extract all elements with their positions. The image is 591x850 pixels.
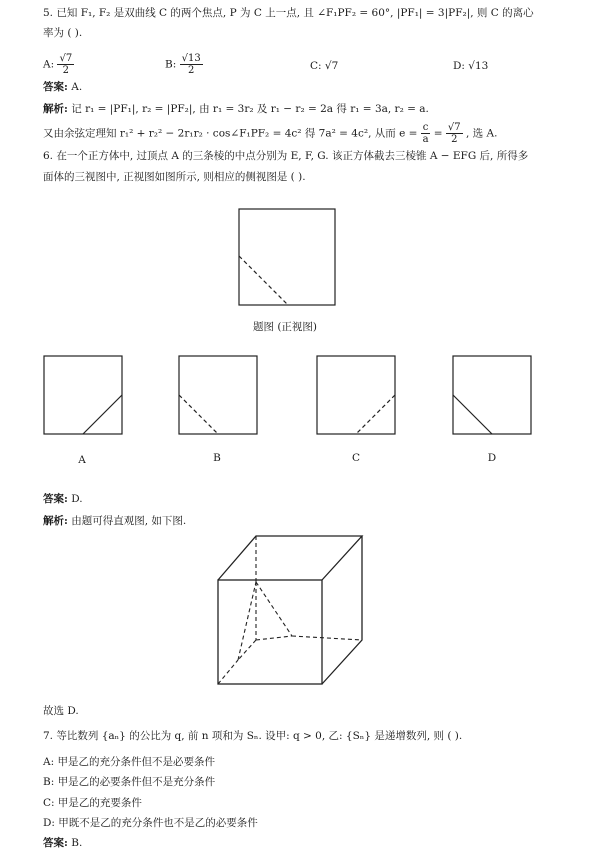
q5-option-a-label: A: bbox=[43, 58, 55, 71]
q6-option-d-figure bbox=[452, 355, 532, 435]
q5-option-a-numerator: √7 bbox=[59, 53, 73, 64]
q6-analysis-text: 由题可得直观图, 如下图. bbox=[71, 515, 187, 527]
q5-option-b-fraction bbox=[180, 53, 203, 76]
q5-stem-line1: 5. 已知 F₁, F₂ 是双曲线 C 的两个焦点, P 为 C 上一点, 且 ∠F₁PF₂ = 60°, |PF₁| = 3|PF₂|, 则 C 的离心 bbox=[43, 7, 534, 19]
q5-analysis-fraction2-denominator: 2 bbox=[451, 134, 458, 145]
q6-figure-caption: 题图 (正视图) bbox=[253, 321, 318, 333]
q6-analysis bbox=[43, 514, 186, 528]
q6-option-a-label: A bbox=[78, 454, 86, 466]
q5-analysis-fraction1-denominator: a bbox=[422, 134, 429, 145]
q5-analysis-line2 bbox=[43, 122, 497, 145]
q5-option-b-label: B: bbox=[165, 58, 177, 71]
q5-option-d: D: √13 bbox=[453, 60, 489, 72]
q7-stem: 7. 等比数列 {aₙ} 的公比为 q, 前 n 项和为 Sₙ. 设甲: q > 0, 乙: {Sₙ} 是递增数列, 则 ( ). bbox=[43, 730, 463, 742]
q6-conclusion: 故选 D. bbox=[43, 705, 79, 717]
q6-answer-label: 答案: bbox=[43, 493, 68, 505]
q5-analysis-fraction2-numerator: √7 bbox=[447, 122, 461, 133]
q6-stem-line1: 6. 在一个正方体中, 过顶点 A 的三条棱的中点分别为 E, F, G. 该正方体截去三棱锥 A − EFG 后, 所得多 bbox=[43, 150, 529, 162]
q6-option-b-figure bbox=[178, 355, 258, 435]
q5-analysis-text2b: , 选 A. bbox=[465, 127, 498, 140]
q7-answer-value: B. bbox=[71, 837, 83, 849]
q5-option-b bbox=[165, 53, 203, 76]
q6-analysis-label: 解析: bbox=[43, 515, 68, 527]
q6-cube-figure bbox=[214, 532, 390, 688]
q7-option-b: B: 甲是乙的必要条件但不是充分条件 bbox=[43, 776, 216, 788]
q5-option-a bbox=[43, 53, 74, 76]
q6-option-d-label: D bbox=[487, 452, 497, 464]
q7-option-d: D: 甲既不是乙的充分条件也不是乙的必要条件 bbox=[43, 817, 258, 829]
q5-option-b-numerator: √13 bbox=[181, 53, 201, 64]
q5-analysis-text2a: 又由余弦定理知 r₁² + r₂² − 2r₁r₂ · cos∠F₁PF₂ = 4c² 得 7a² = 4c², 从而 e = bbox=[43, 127, 418, 140]
q6-front-view-figure bbox=[238, 208, 336, 306]
q6-stem-line2: 面体的三视图中, 正视图如图所示, 则相应的侧视图是 ( ). bbox=[43, 171, 306, 183]
q6-option-a-figure bbox=[43, 355, 123, 435]
q6-option-c-label: C bbox=[351, 452, 361, 464]
q6-answer bbox=[43, 492, 83, 506]
q5-answer-value: A. bbox=[71, 81, 83, 93]
q5-analysis-fraction1-numerator: c bbox=[422, 122, 429, 133]
q5-analysis-label: 解析: bbox=[43, 103, 68, 115]
q7-answer bbox=[43, 836, 82, 850]
q5-analysis-fraction1 bbox=[421, 122, 431, 145]
q5-option-b-denominator: 2 bbox=[187, 65, 195, 76]
q7-option-c: C: 甲是乙的充要条件 bbox=[43, 797, 142, 809]
q5-analysis-fraction2 bbox=[446, 122, 463, 145]
q5-option-c: C: √7 bbox=[310, 60, 339, 72]
q6-option-c-figure bbox=[316, 355, 396, 435]
q5-analysis-equals: = bbox=[433, 127, 443, 140]
q6-option-b-label: B bbox=[213, 452, 221, 464]
q5-option-a-denominator: 2 bbox=[62, 65, 70, 76]
q5-option-a-fraction bbox=[57, 53, 74, 76]
q7-answer-label: 答案: bbox=[43, 837, 68, 849]
q5-stem-line2: 率为 ( ). bbox=[43, 27, 83, 39]
q6-answer-value: D. bbox=[71, 493, 83, 505]
q7-option-a: A: 甲是乙的充分条件但不是必要条件 bbox=[43, 756, 215, 768]
q5-analysis-text1: 记 r₁ = |PF₁|, r₂ = |PF₂|, 由 r₁ = 3r₂ 及 r₁ − r₂ = 2a 得 r₁ = 3a, r₂ = a. bbox=[71, 103, 429, 115]
q5-answer-label: 答案: bbox=[43, 81, 68, 93]
q5-analysis-line1 bbox=[43, 102, 429, 116]
q5-answer bbox=[43, 80, 82, 94]
